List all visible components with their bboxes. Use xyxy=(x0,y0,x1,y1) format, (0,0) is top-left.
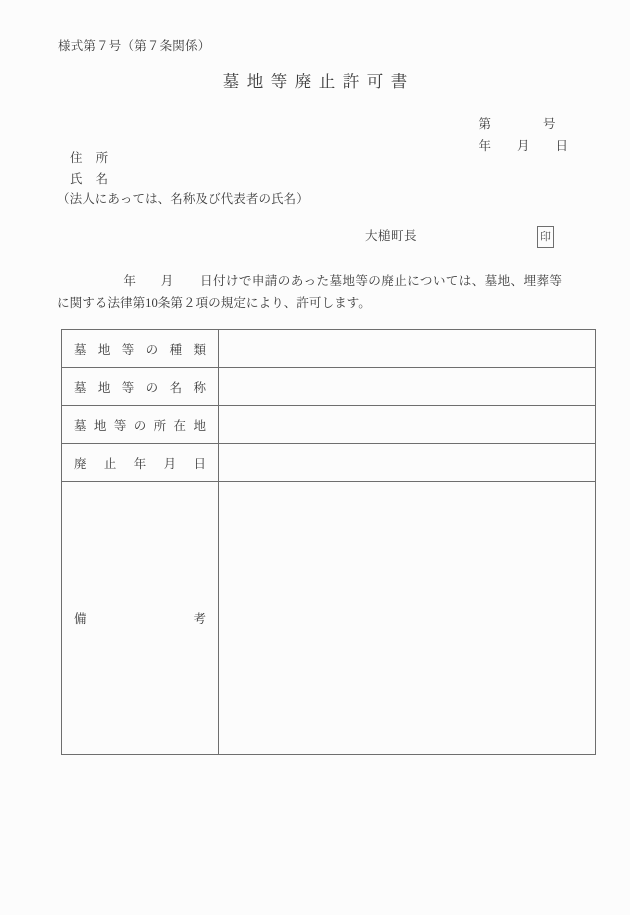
issue-date-month: 月 xyxy=(517,138,530,153)
issue-date-year: 年 xyxy=(478,138,492,153)
value-cemetery-kind[interactable] xyxy=(219,330,596,368)
label-cemetery-kind xyxy=(62,330,219,368)
label-char: の xyxy=(145,342,159,357)
body-date-month: 月 xyxy=(160,274,174,288)
label-char: の xyxy=(145,380,159,395)
label-char: 地 xyxy=(93,418,107,433)
label-char: 地 xyxy=(97,342,111,357)
label-cemetery-location xyxy=(62,406,219,444)
label-cemetery-name xyxy=(62,368,219,406)
label-char: 等 xyxy=(113,418,127,433)
label-char: 日 xyxy=(193,456,206,471)
form-number-label: 様式第７号（第７条関係） xyxy=(58,39,211,53)
value-remarks[interactable] xyxy=(219,482,596,755)
label-remarks xyxy=(62,482,219,755)
body-line-1: 日付けで申請のあった墓地等の廃止については、墓地、埋葬等に関す xyxy=(57,274,563,310)
table-row-location xyxy=(62,406,596,444)
cemetery-abolition-table xyxy=(61,329,596,755)
label-char: 称 xyxy=(193,380,206,395)
label-char: 月 xyxy=(163,456,177,471)
label-char: 墓 xyxy=(74,418,87,433)
label-char: 等 xyxy=(121,380,135,395)
value-cemetery-location[interactable] xyxy=(219,406,596,444)
issue-date-day: 日 xyxy=(555,138,569,153)
document-number-prefix: 第 xyxy=(478,116,492,131)
label-abolition-date-chars xyxy=(74,454,206,472)
document-number-suffix: 号 xyxy=(543,116,556,131)
label-abolition-date xyxy=(62,444,219,482)
label-char: 名 xyxy=(169,380,183,395)
label-cemetery-kind-chars xyxy=(74,340,206,358)
issue-date-line xyxy=(466,127,568,165)
label-remarks-chars xyxy=(74,609,206,627)
label-char: 墓 xyxy=(74,380,87,395)
label-char: 類 xyxy=(193,342,206,357)
label-cemetery-location-chars xyxy=(74,416,206,434)
table-row-abolition-date xyxy=(62,444,596,482)
seal-stamp-box: 印 xyxy=(537,226,554,248)
label-char: 備 xyxy=(74,612,87,626)
value-cemetery-name[interactable] xyxy=(219,368,596,406)
label-char: 墓 xyxy=(74,342,87,357)
issuer-name: 大槌町長 xyxy=(365,229,418,243)
body-line-2: る法律第10条第２項の規定により、許可します。 xyxy=(94,296,371,310)
label-char: の xyxy=(133,418,147,433)
table-row-remarks xyxy=(62,482,596,755)
label-char: 年 xyxy=(133,456,147,471)
body-date-year: 年 xyxy=(123,274,137,288)
label-char: 所 xyxy=(153,418,167,433)
value-abolition-date[interactable] xyxy=(219,444,596,482)
applicant-address-label: 住 所 xyxy=(70,151,109,165)
body-paragraph xyxy=(57,270,562,314)
document-title: 墓地等廃止許可書 xyxy=(222,72,415,91)
label-char: 種 xyxy=(169,342,183,357)
table-row-name xyxy=(62,368,596,406)
label-cemetery-name-chars xyxy=(74,378,206,396)
label-char: 地 xyxy=(97,380,111,395)
table-row-kind xyxy=(62,330,596,368)
label-char: 在 xyxy=(173,418,187,433)
label-char: 考 xyxy=(193,612,206,626)
applicant-name-label: 氏 名 xyxy=(70,172,109,186)
applicant-corporate-note: （法人にあっては、名称及び代表者の氏名） xyxy=(57,192,309,206)
table-body xyxy=(62,330,596,755)
label-char: 等 xyxy=(121,342,135,357)
label-char: 地 xyxy=(193,418,206,433)
label-char: 廃 xyxy=(74,456,87,471)
label-char: 止 xyxy=(103,456,117,471)
